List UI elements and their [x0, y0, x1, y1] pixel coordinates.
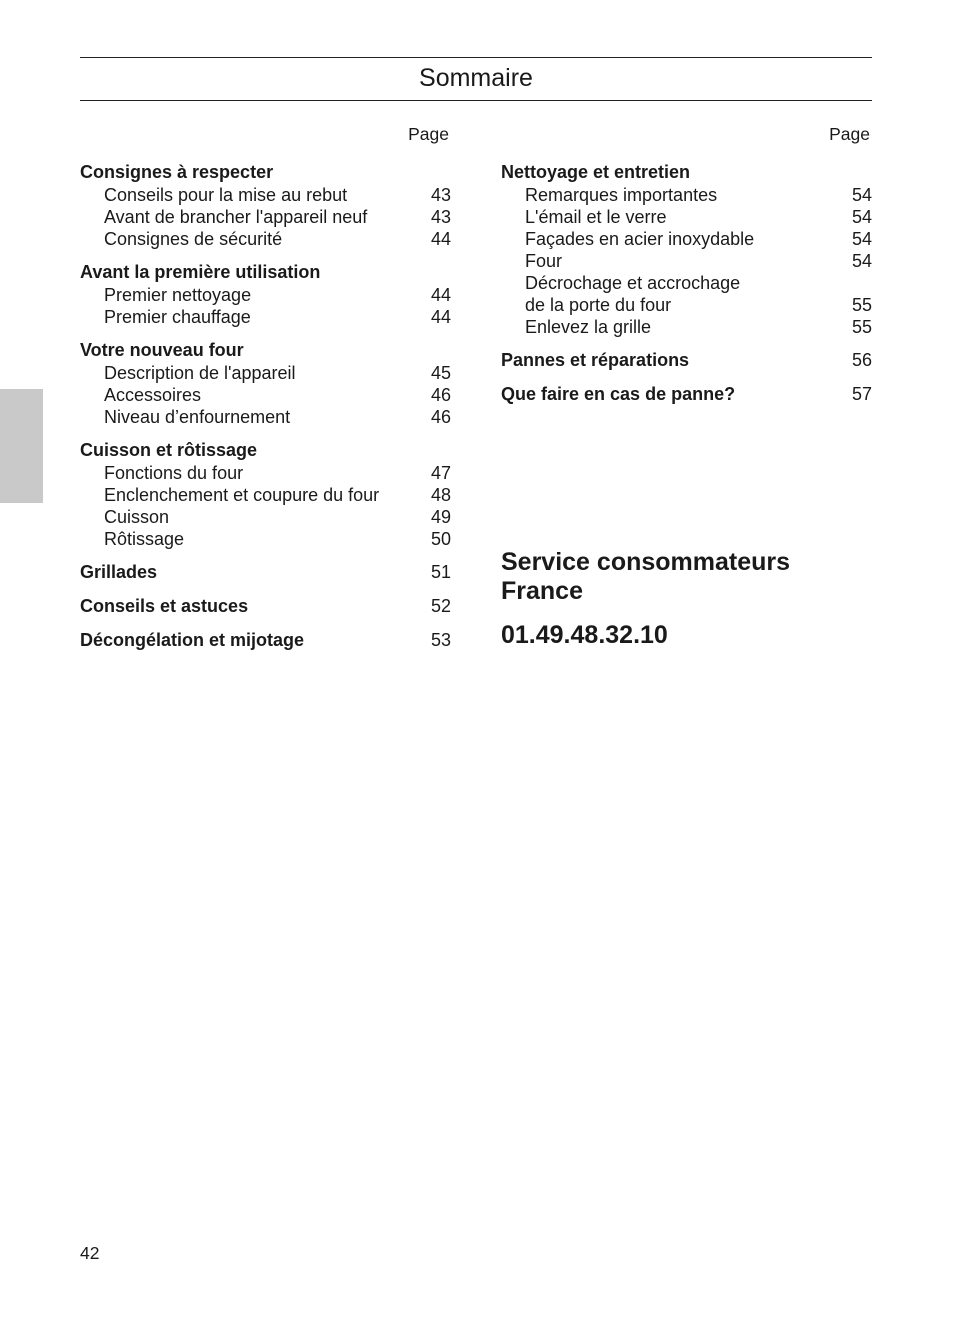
toc-section-title: Que faire en cas de panne? [501, 384, 736, 404]
toc-section-title: Conseils et astuces [80, 596, 249, 616]
service-consommateurs [501, 548, 872, 650]
toc-page-number: 47 [430, 463, 451, 483]
toc-page-number: 52 [430, 596, 451, 616]
toc-page-number: 46 [430, 385, 451, 405]
toc-page-number: 53 [430, 630, 451, 650]
toc-page-number: 48 [430, 485, 451, 505]
toc-section [501, 160, 872, 338]
toc-page-number: 44 [430, 307, 451, 327]
toc-entry-label: Accessoires [104, 385, 202, 405]
toc-entry-label: Premier chauffage [104, 307, 251, 327]
toc-entry [80, 406, 451, 428]
service-title-line1: Service consommateurs [501, 548, 791, 576]
toc-section [501, 348, 872, 372]
toc-section [80, 338, 451, 428]
toc-section [501, 382, 872, 406]
toc-entry [80, 228, 451, 250]
toc-page-number: 44 [430, 285, 451, 305]
side-tab-marker [0, 389, 43, 503]
toc-entry [501, 228, 872, 250]
toc-entry [501, 184, 872, 206]
toc-entry-label: Niveau d’enfournement [104, 407, 291, 427]
toc-entry [501, 272, 872, 294]
page-title: Sommaire [419, 64, 533, 92]
toc-entry-label: Description de l'appareil [104, 363, 296, 383]
toc-page-number: 54 [851, 207, 872, 227]
toc-entry-label: Consignes de sécurité [104, 229, 283, 249]
toc-page-number: 45 [430, 363, 451, 383]
toc-page-number: 43 [430, 185, 451, 205]
toc-entry [501, 206, 872, 228]
toc-entry-label: Cuisson [104, 507, 170, 527]
toc-entry-label: Conseils pour la mise au rebut [104, 185, 348, 205]
toc-entry-label: Avant de brancher l'appareil neuf [104, 207, 368, 227]
toc-entry-label: Premier nettoyage [104, 285, 252, 305]
toc-page-number: 50 [430, 529, 451, 549]
toc-section-title: Avant la première utilisation [80, 262, 321, 282]
toc-section-title: Consignes à respecter [80, 162, 274, 182]
toc-sections [501, 160, 872, 406]
toc-entry-label: de la porte du four [525, 295, 672, 315]
toc-section-heading [80, 438, 451, 462]
toc-sections [80, 160, 451, 652]
toc-section [80, 628, 451, 652]
toc-entry [80, 306, 451, 328]
toc-entry-label: Décrochage et accrochage [525, 273, 741, 293]
title-top-rule [80, 57, 872, 58]
toc-page-number: 56 [851, 350, 872, 370]
toc-entry [501, 294, 872, 316]
toc-page-number: 44 [430, 229, 451, 249]
toc-page-number: 49 [430, 507, 451, 527]
toc-section-heading [80, 560, 451, 584]
toc-entry-label: Four [525, 251, 563, 271]
toc-entry [80, 506, 451, 528]
toc-entry-label: Fonctions du four [104, 463, 244, 483]
toc-section-heading [501, 160, 872, 184]
toc-section-heading [501, 382, 872, 406]
toc-entry [80, 284, 451, 306]
toc-section [80, 594, 451, 618]
title-bottom-rule [80, 100, 872, 101]
toc-right-column [501, 122, 872, 416]
toc-page-number: 46 [430, 407, 451, 427]
toc-entry [80, 484, 451, 506]
toc-page-number: 55 [851, 295, 872, 315]
page-number: 42 [80, 1243, 100, 1263]
toc-section-heading [80, 594, 451, 618]
toc-section [80, 160, 451, 250]
toc-entry [501, 316, 872, 338]
toc-entry [80, 206, 451, 228]
toc-section [80, 560, 451, 584]
toc-page-number: 57 [851, 384, 872, 404]
toc-section-title: Pannes et réparations [501, 350, 690, 370]
service-phone: 01.49.48.32.10 [501, 621, 668, 649]
toc-section-heading [80, 628, 451, 652]
toc-entry-label: Façades en acier inoxydable [525, 229, 755, 249]
toc-entry [80, 528, 451, 550]
toc-section-heading [501, 348, 872, 372]
toc-entry-label: L'émail et le verre [525, 207, 667, 227]
toc-page-number: 54 [851, 251, 872, 271]
page-column-label: Page [408, 124, 449, 144]
toc-page-number: 51 [430, 562, 451, 582]
toc-entry-label: Rôtissage [104, 529, 185, 549]
service-title-line2: France [501, 577, 583, 605]
toc-section-title: Grillades [80, 562, 158, 582]
toc-entry-label: Enlevez la grille [525, 317, 652, 337]
toc-section-title: Décongélation et mijotage [80, 630, 305, 650]
toc-entry [80, 462, 451, 484]
toc-entry [80, 362, 451, 384]
toc-section-heading [80, 160, 451, 184]
toc-entry [501, 250, 872, 272]
toc-section [80, 438, 451, 550]
toc-entry [80, 384, 451, 406]
toc-section [80, 260, 451, 328]
toc-page-number: 54 [851, 229, 872, 249]
toc-page-number: 55 [851, 317, 872, 337]
page-column-label: Page [829, 124, 870, 144]
toc-left-column [80, 122, 451, 662]
toc-entry-label: Remarques importantes [525, 185, 718, 205]
toc-section-title: Votre nouveau four [80, 340, 244, 360]
toc-section-heading [80, 260, 451, 284]
toc-entry-label: Enclenchement et coupure du four [104, 485, 380, 505]
toc-section-title: Cuisson et rôtissage [80, 440, 258, 460]
toc-page-number: 43 [430, 207, 451, 227]
toc-entry [80, 184, 451, 206]
toc-section-title: Nettoyage et entretien [501, 162, 691, 182]
toc-section-heading [80, 338, 451, 362]
toc-page-number: 54 [851, 185, 872, 205]
